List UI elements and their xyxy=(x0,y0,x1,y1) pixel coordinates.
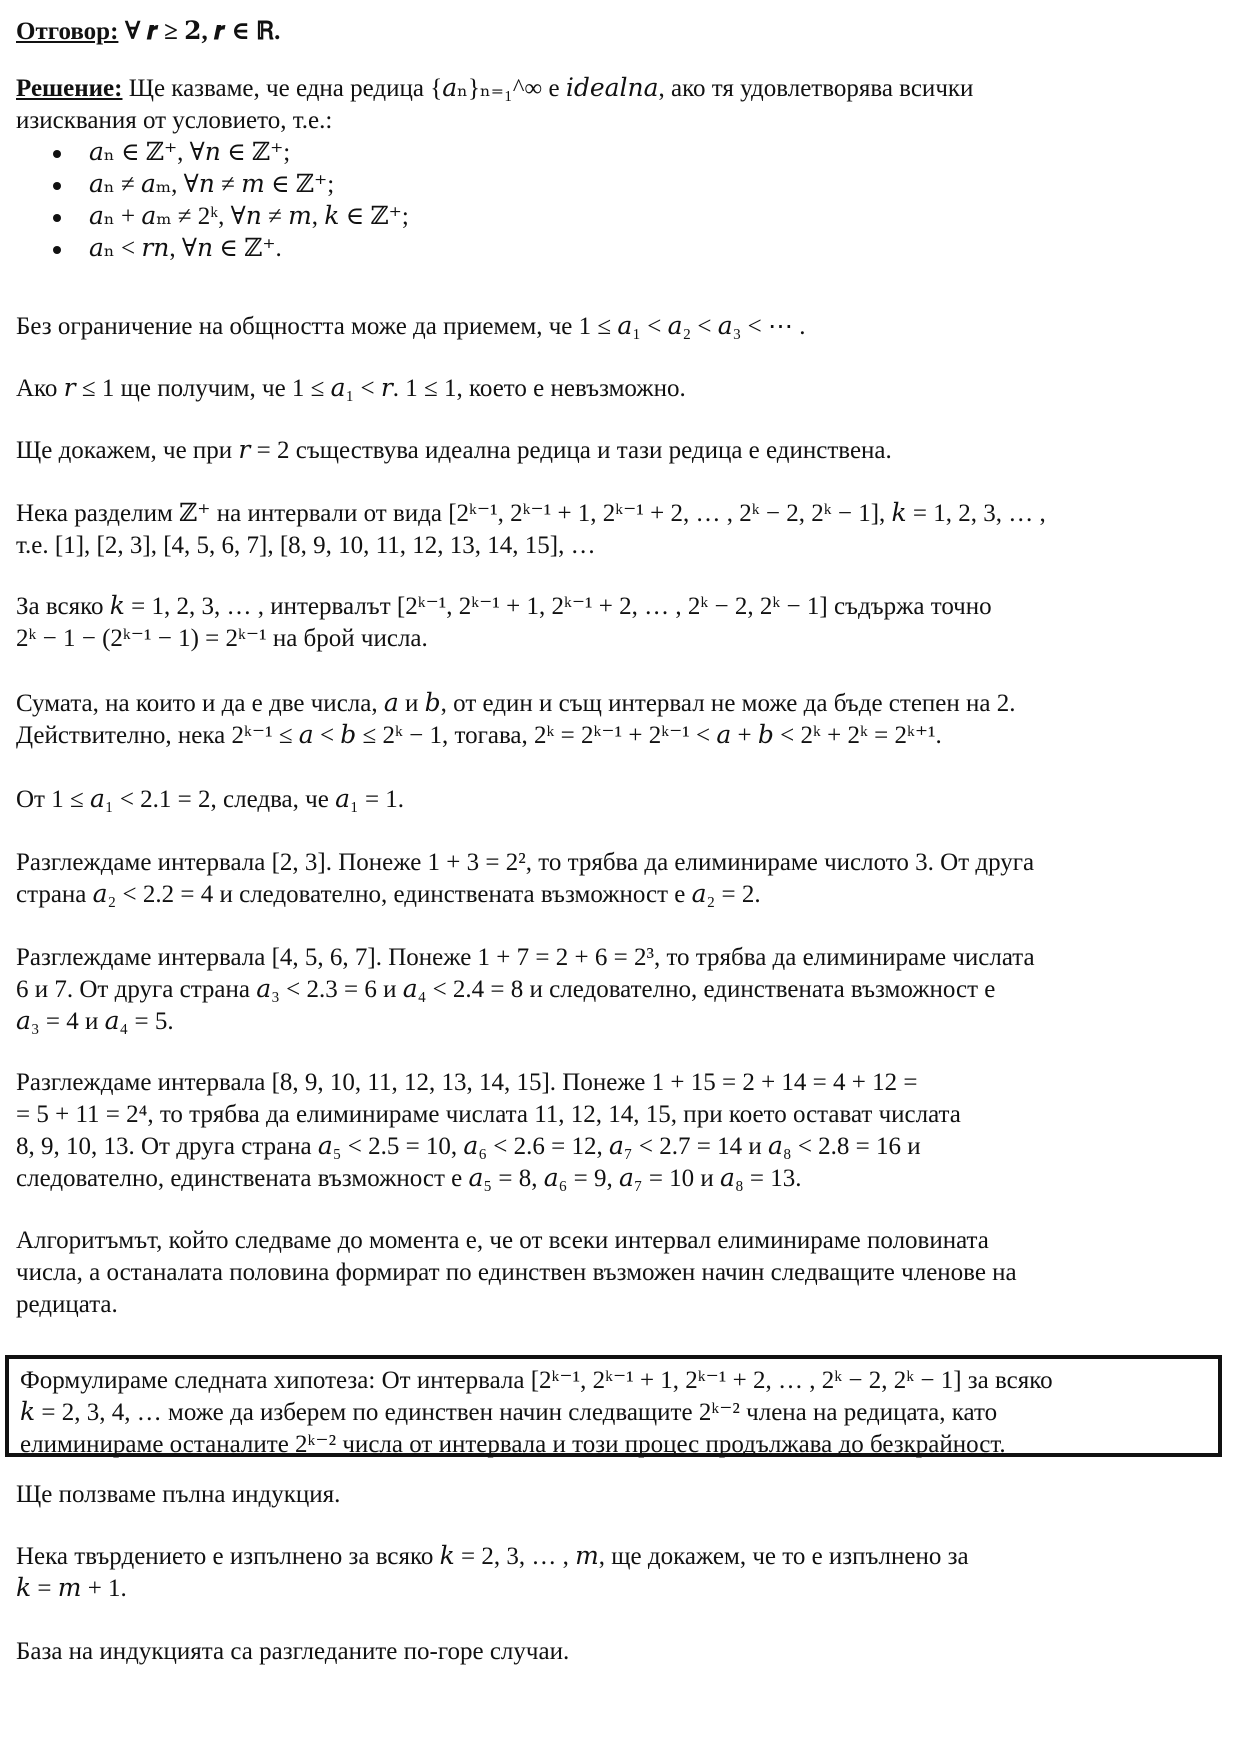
answer-formula: ∀ 𝒓 ≥ 𝟐, 𝒓 ∈ ℝ. xyxy=(124,18,281,45)
condition-item: 𝑎ₙ + 𝑎ₘ ≠ 2ᵏ, ∀𝑛 ≠ 𝑚, 𝑘 ∈ ℤ⁺; xyxy=(16,201,1216,233)
solution-intro-line-2: изисквания от условието, т.е.: xyxy=(16,107,333,134)
paragraph-induction-step: Нека твърдението е изпълнено за всяко 𝑘 = 2, 3, … , 𝑚, ще докажем, че то е изпълнено за 𝑘 = 𝑚 + 1. xyxy=(16,1543,969,1602)
condition-item: 𝑎ₙ < 𝑟𝑛, ∀𝑛 ∈ ℤ⁺. xyxy=(16,233,1216,265)
hypothesis-box: Формулираме следната хипотеза: От интервала [2ᵏ⁻¹, 2ᵏ⁻¹ + 1, 2ᵏ⁻¹ + 2, … , 2ᵏ − 2, 2ᵏ − 1] за всяко 𝑘 = 2, 3, 4, … може да изберем по единствен начин следващите 2ᵏ⁻² члена на редицата, като елиминираме останалите 2ᵏ⁻² числа от интервала и този процес продължава до безкрайност. xyxy=(5,1355,1222,1457)
paragraph-r-eq-2: Ще докажем, че при 𝑟 = 2 съществува идеална редица и тази редица е единствена. xyxy=(16,437,892,464)
paragraph-interval-size: За всяко 𝑘 = 1, 2, 3, … , интервалът [2ᵏ⁻¹, 2ᵏ⁻¹ + 1, 2ᵏ⁻¹ + 2, … , 2ᵏ − 2, 2ᵏ − 1] съдържа точно 2ᵏ − 1 − (2ᵏ⁻¹ − 1) = 2ᵏ⁻¹ на брой числа. xyxy=(16,593,992,652)
paragraph-interval-8-15: Разглеждаме интервала [8, 9, 10, 11, 12, 13, 14, 15]. Понеже 1 + 15 = 2 + 14 = 4 + 12 = = 5 + 11 = 2⁴, то трябва да елиминираме числата 11, 12, 14, 15, при което остават числата 8, 9, 10, 13. От друга страна 𝑎₅ < 2.5 = 10, 𝑎₆ < 2.6 = 12, 𝑎₇ < 2.7 = 14 и 𝑎₈ < 2.8 = 16 и следователно, единствената възможност е 𝑎₅ = 8, 𝑎₆ = 9, 𝑎₇ = 10 и 𝑎₈ = 13. xyxy=(16,1069,961,1192)
paragraph-intervals: Нека разделим ℤ⁺ на интервали от вида [2ᵏ⁻¹, 2ᵏ⁻¹ + 1, 2ᵏ⁻¹ + 2, … , 2ᵏ − 2, 2ᵏ − 1], 𝑘 = 1, 2, 3, … , т.е. [1], [2, 3], [4, 5, 6, 7], [8, 9, 10, 11, 12, 13, 14, 15], … xyxy=(16,500,1046,559)
answer-label: Отговор: xyxy=(16,18,119,45)
solution-block xyxy=(16,73,1216,265)
answer-line xyxy=(16,16,1216,48)
solution-intro-line-1: Ще казваме, че една редица {𝑎ₙ}ₙ₌₁^∞ е 𝑖𝑑𝑒𝑎𝑙𝑛𝑎, ако тя удовлетворява всички xyxy=(128,75,974,102)
conditions-list xyxy=(16,137,1216,265)
condition-item: 𝑎ₙ ∈ ℤ⁺, ∀𝑛 ∈ ℤ⁺; xyxy=(16,137,1216,169)
condition-item: 𝑎ₙ ≠ 𝑎ₘ, ∀𝑛 ≠ 𝑚 ∈ ℤ⁺; xyxy=(16,169,1216,201)
paragraph-interval-2-3: Разглеждаме интервала [2, 3]. Понеже 1 + 3 = 2², то трябва да елиминираме числото 3. От друга страна 𝑎₂ < 2.2 = 4 и следователно, единствената възможност е 𝑎₂ = 2. xyxy=(16,849,1035,908)
solution-label: Решение: xyxy=(16,75,123,102)
paragraph-sum-not-power: Сумата, на които и да е две числа, 𝑎 и 𝑏, от един и същ интервал не може да бъде степен на 2. Действително, нека 2ᵏ⁻¹ ≤ 𝑎 < 𝑏 ≤ 2ᵏ − 1, тогава, 2ᵏ = 2ᵏ⁻¹ + 2ᵏ⁻¹ < 𝑎 + 𝑏 < 2ᵏ + 2ᵏ = 2ᵏ⁺¹. xyxy=(16,690,1016,749)
paragraph-wlog: Без ограничение на общността може да приемем, че 1 ≤ 𝑎₁ < 𝑎₂ < 𝑎₃ < ⋯ . xyxy=(16,313,806,340)
paragraph-induction: Ще ползваме пълна индукция. xyxy=(16,1481,341,1508)
paragraph-a1: От 1 ≤ 𝑎₁ < 2.1 = 2, следва, че 𝑎₁ = 1. xyxy=(16,786,405,813)
paragraph-interval-4-7: Разглеждаме интервала [4, 5, 6, 7]. Понеже 1 + 7 = 2 + 6 = 2³, то трябва да елиминираме числата 6 и 7. От друга страна 𝑎₃ < 2.3 = 6 и 𝑎₄ < 2.4 = 8 и следователно, единствената възможност е 𝑎₃ = 4 и 𝑎₄ = 5. xyxy=(16,944,1035,1035)
paragraph-r-le-1: Ако 𝑟 ≤ 1 ще получим, че 1 ≤ 𝑎₁ < 𝑟. 1 ≤ 1, което е невъзможно. xyxy=(16,375,686,402)
paragraph-algorithm: Алгоритъмът, който следваме до момента е, че от всеки интервал елиминираме половината числа, а останалата половина формират по единствен възможен начин следващите членове на редицата. xyxy=(16,1227,1017,1318)
paragraph-induction-base: База на индукцията са разгледаните по-горе случаи. xyxy=(16,1638,570,1665)
